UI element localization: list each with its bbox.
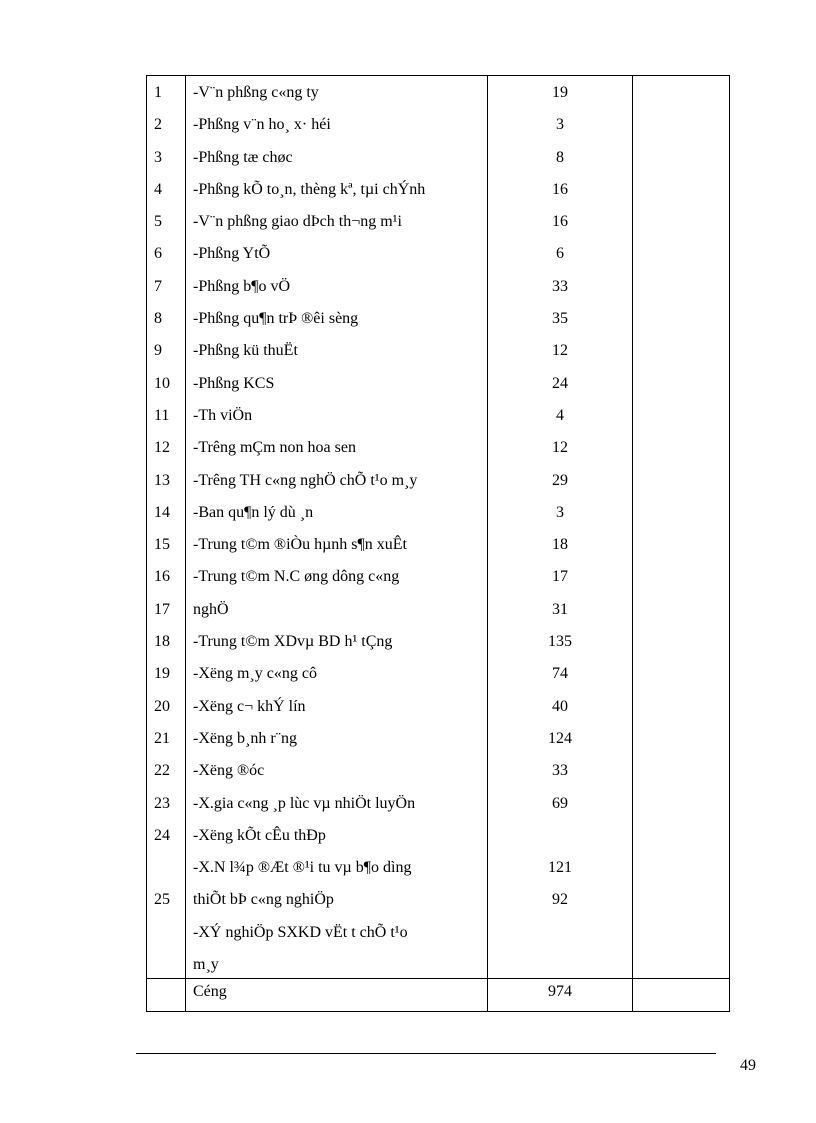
- row-number: 13: [154, 471, 170, 489]
- unit-name: -Ban qu¶n lý dù ¸n: [193, 503, 314, 521]
- unit-name: -Trung t©m N.C øng dông c«ng: [193, 568, 400, 586]
- unit-value: 12: [552, 439, 568, 457]
- unit-name: -Trêng TH c«ng nghÖ chÕ t¹o m¸y: [193, 471, 418, 489]
- unit-name: -Phßng qu¶n trÞ ®êi sèng: [193, 310, 359, 328]
- staff-table: [146, 75, 730, 1012]
- unit-value: 124: [548, 729, 572, 747]
- unit-value: 8: [556, 148, 564, 166]
- row-number: 1: [154, 84, 162, 101]
- unit-value: 40: [552, 697, 568, 715]
- unit-value: 16: [552, 180, 568, 198]
- unit-value: 135: [548, 633, 572, 651]
- unit-value: 29: [552, 471, 568, 489]
- unit-name: -Xëng c¬ khÝ lín: [193, 697, 306, 715]
- unit-value: 12: [552, 342, 568, 360]
- footer-rule: [136, 1053, 716, 1054]
- unit-value: [488, 949, 632, 981]
- unit-name: -Phßng tæ chøc: [193, 148, 293, 166]
- row-number: 25: [154, 891, 170, 909]
- unit-value: 4: [556, 406, 564, 424]
- unit-name: -Th viÖn: [193, 406, 253, 424]
- row-number: 3: [154, 148, 162, 166]
- unit-name: -Phßng kÕ to¸n, thèng kª, tµi chÝnh: [193, 180, 426, 198]
- column-divider: [632, 76, 633, 1011]
- unit-name: -XÝ nghiÖp SXKD vËt t chÕ t¹o: [193, 923, 408, 941]
- unit-value: 3: [556, 503, 564, 521]
- unit-name: -Trung t©m ®iÒu hµnh s¶n xuÊt: [193, 536, 407, 554]
- row-number: 17: [154, 600, 170, 618]
- row-number: 14: [154, 503, 170, 521]
- total-value: 974: [548, 983, 572, 1000]
- row-number: [154, 917, 184, 949]
- unit-value: [488, 917, 632, 949]
- column-divider: [185, 76, 186, 1011]
- total-label: Céng: [193, 983, 227, 1000]
- unit-name: -Trêng mÇm non hoa sen: [193, 439, 356, 457]
- row-number: 19: [154, 665, 170, 683]
- row-number: 9: [154, 342, 162, 360]
- row-number: 12: [154, 439, 170, 457]
- row-number: 22: [154, 762, 170, 780]
- unit-value: 69: [552, 794, 568, 812]
- unit-name: -Phßng YtÕ: [193, 245, 271, 263]
- unit-name: thiÕt bÞ c«ng nghiÖp: [193, 891, 334, 909]
- unit-name: -V¨n phßng giao dÞch th¬ng m¹i: [193, 213, 402, 231]
- unit-value: [488, 820, 632, 852]
- unit-value: 16: [552, 213, 568, 231]
- unit-value: 24: [552, 374, 568, 392]
- unit-name: -Xëng b¸nh r¨ng: [193, 729, 297, 747]
- row-number: 5: [154, 213, 162, 231]
- unit-name: nghÖ: [193, 600, 229, 618]
- row-number-column: [154, 77, 184, 981]
- row-number: 15: [154, 536, 170, 554]
- unit-name-column: [193, 77, 485, 981]
- unit-value: 121: [548, 859, 572, 877]
- row-number: 10: [154, 374, 170, 392]
- unit-name: -Xëng m¸y c«ng cô: [193, 665, 317, 683]
- unit-name: -X.gia c«ng ¸p lùc vµ nhiÖt luyÖn: [193, 794, 416, 812]
- row-number: 20: [154, 697, 170, 715]
- unit-value: 19: [552, 84, 568, 101]
- row-number: 6: [154, 245, 162, 263]
- row-number: 8: [154, 310, 162, 328]
- unit-value: 17: [552, 568, 568, 586]
- row-number: 7: [154, 277, 162, 295]
- unit-value: 33: [552, 277, 568, 295]
- unit-name: -Phßng kü thuËt: [193, 342, 298, 360]
- unit-value: 6: [556, 245, 564, 263]
- page-number: 49: [740, 1057, 756, 1074]
- value-column: [488, 77, 632, 981]
- unit-value: 92: [552, 891, 568, 909]
- unit-name: -X.N l¾p ®Æt ®¹i tu vµ b¶o dìng: [193, 859, 412, 877]
- unit-name: -Phßng KCS: [193, 374, 275, 392]
- unit-value: 18: [552, 536, 568, 554]
- row-number: 2: [154, 116, 162, 134]
- unit-value: 74: [552, 665, 568, 683]
- unit-name: -Xëng ®óc: [193, 762, 265, 780]
- row-number: 23: [154, 794, 170, 812]
- row-number: 24: [154, 826, 170, 844]
- row-number: [154, 949, 184, 981]
- unit-name: -Trung t©m XDvµ BD h¹ tÇng: [193, 633, 393, 651]
- row-number: 16: [154, 568, 170, 586]
- unit-name: -Phßng b¶o vÖ: [193, 277, 291, 295]
- row-number: [154, 852, 184, 884]
- unit-name: -Phßng v¨n ho¸ x· héi: [193, 116, 331, 134]
- row-number: 4: [154, 180, 162, 198]
- unit-name: -Xëng kÕt cÊu thÐp: [193, 826, 326, 844]
- unit-value: 3: [556, 116, 564, 134]
- unit-value: 33: [552, 762, 568, 780]
- unit-value: 35: [552, 310, 568, 328]
- unit-name: m¸y: [193, 956, 219, 974]
- row-number: 11: [154, 406, 170, 424]
- row-number: 21: [154, 729, 170, 747]
- row-number: 18: [154, 633, 170, 651]
- unit-name: -V¨n phßng c«ng ty: [193, 84, 319, 101]
- unit-value: 31: [552, 600, 568, 618]
